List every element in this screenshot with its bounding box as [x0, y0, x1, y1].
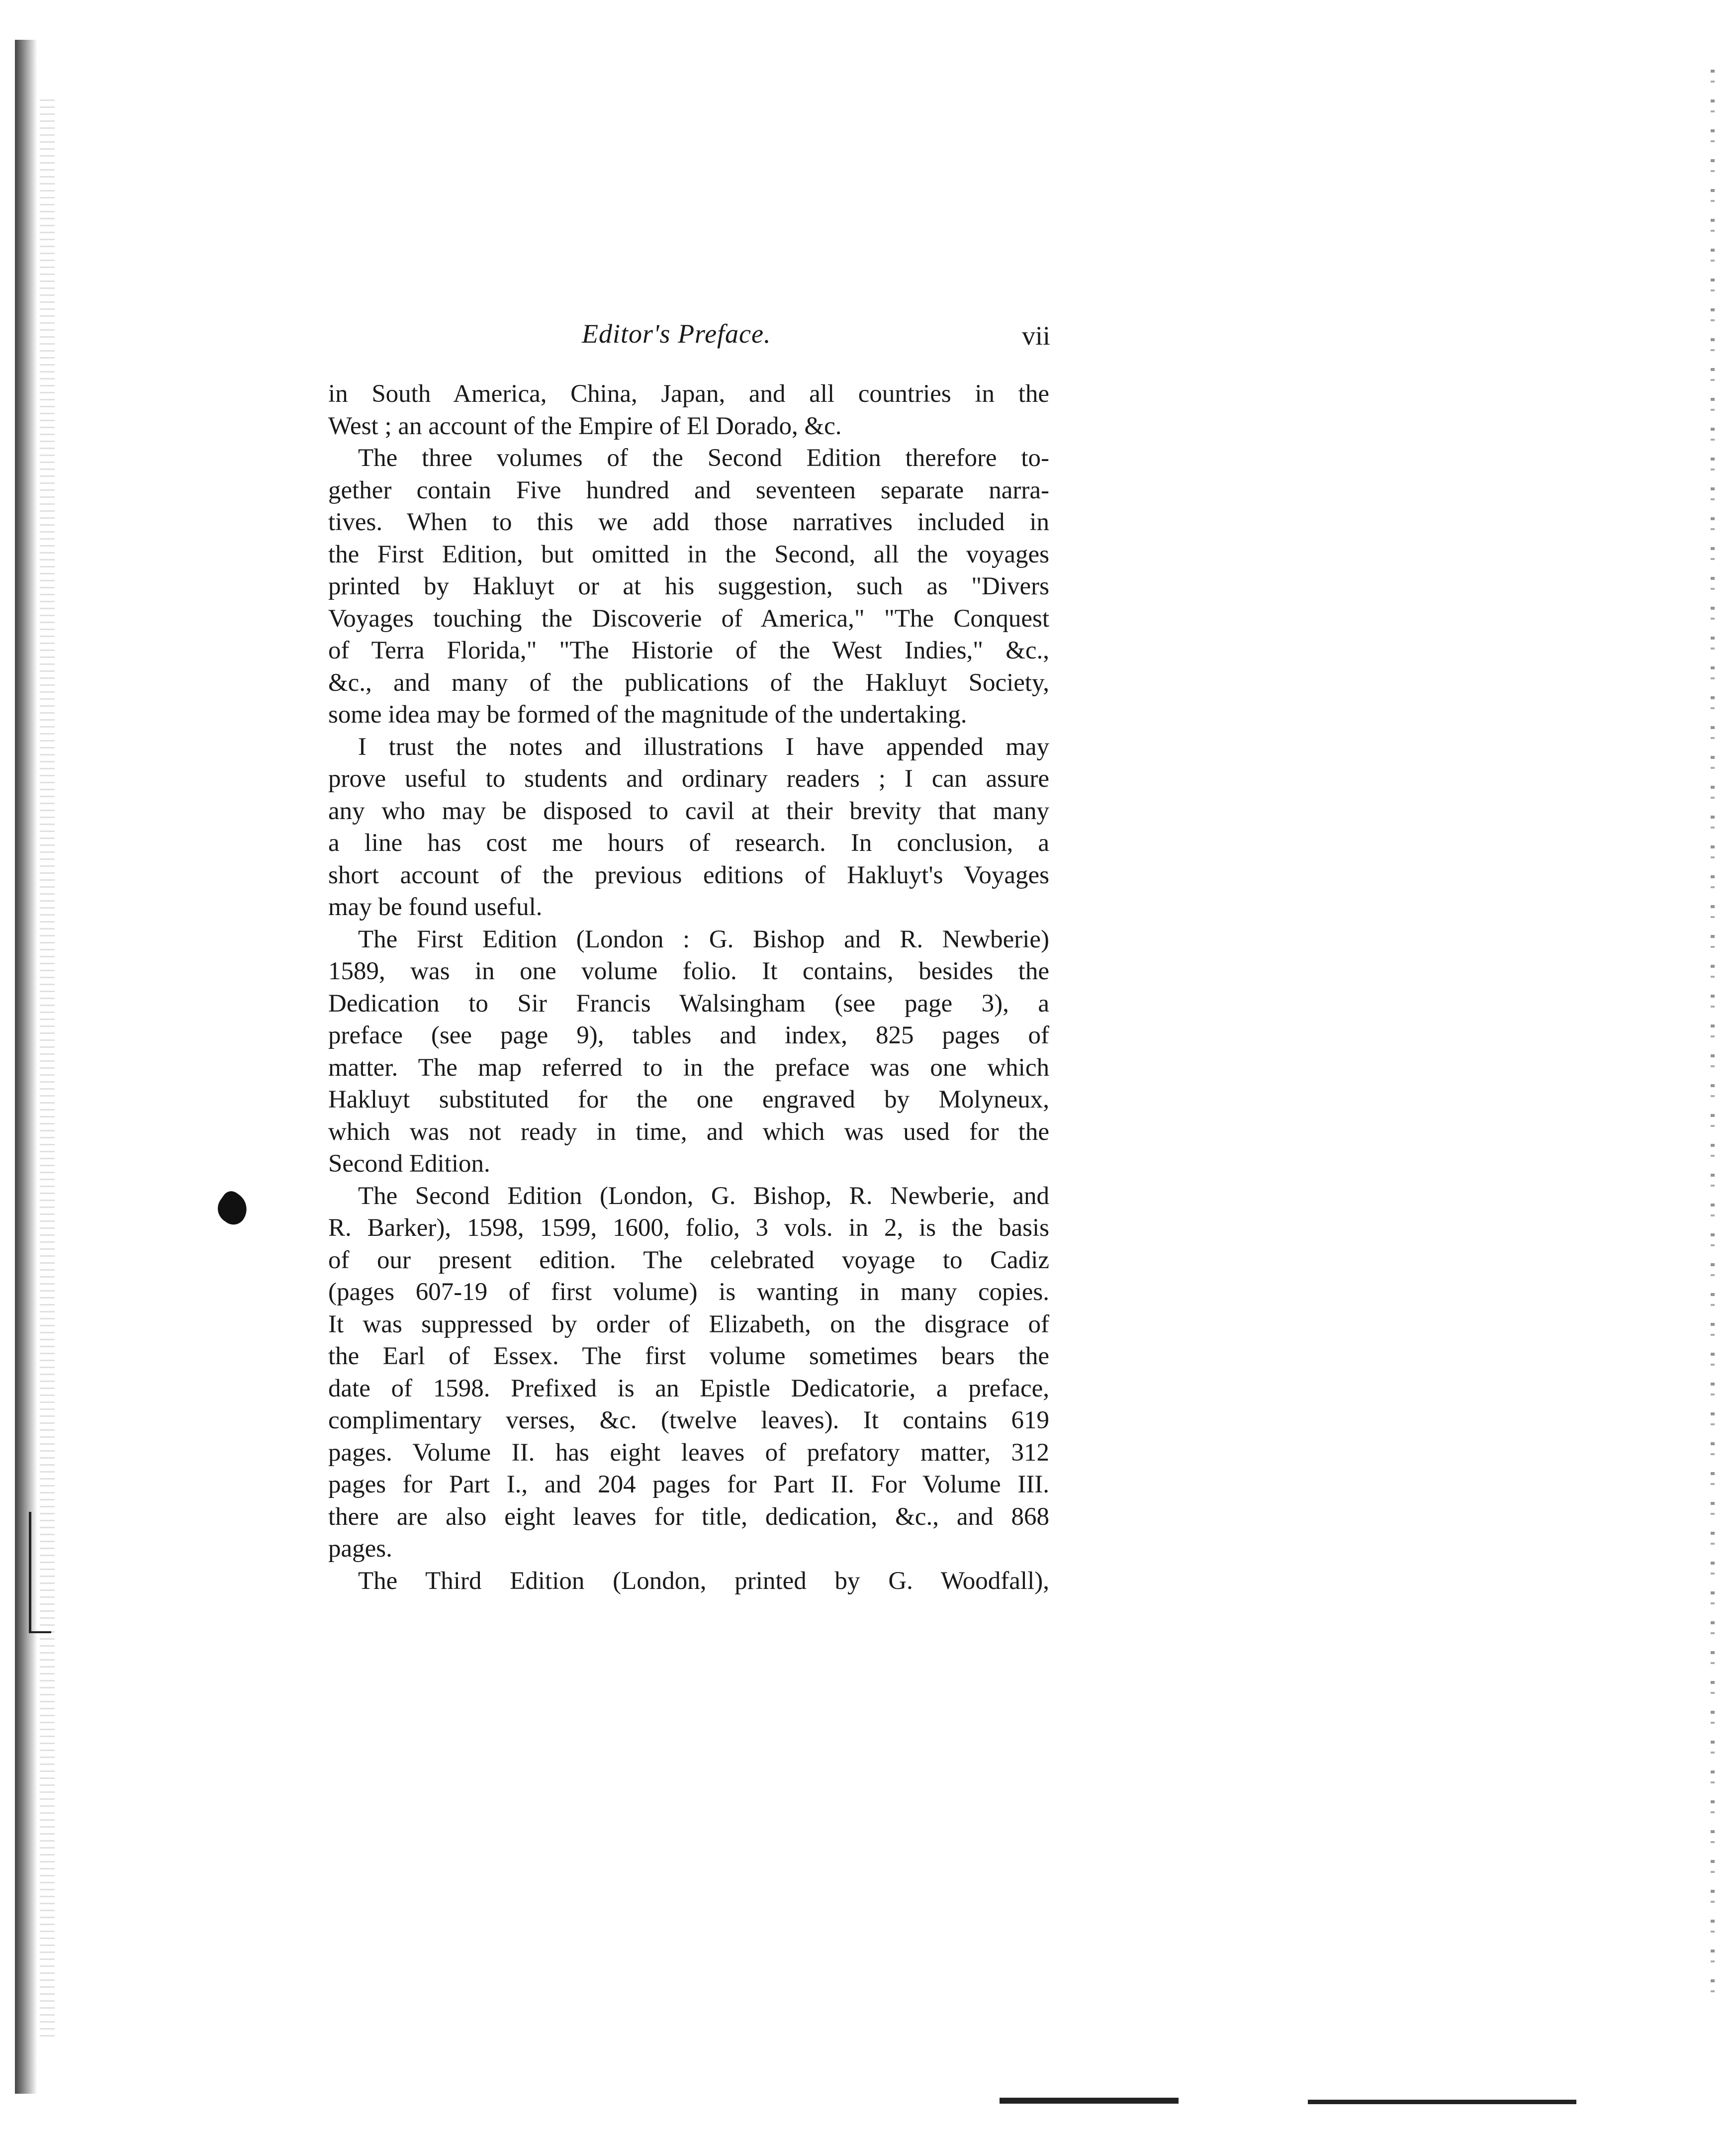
text-line: matter. The map referred to in the preface was one which [328, 1053, 1049, 1082]
text-line: The three volumes of the Second Edition therefore to- [358, 444, 1049, 472]
bottom-rule-left [1000, 2098, 1179, 2104]
text-line: of our present edition. The celebrated voyage to Cadiz [328, 1246, 1049, 1274]
text-line: the Earl of Essex. The first volume sometimes bears the [328, 1342, 1049, 1370]
text-line: complimentary verses, &c. (twelve leaves). It contains 619 [328, 1406, 1049, 1434]
text-line: a line has cost me hours of research. In conclusion, a [328, 829, 1049, 857]
body-text [328, 378, 1049, 1597]
text-line: the First Edition, but omitted in the Second, all the voyages [328, 540, 1049, 568]
text-line: preface (see page 9), tables and index, 825 pages of [328, 1022, 1049, 1049]
text-line: tives. When to this we add those narratives included in [328, 508, 1049, 536]
text-line: Dedication to Sir Francis Walsingham (see page 3), a [328, 989, 1049, 1018]
text-line: The Third Edition (London, printed by G. Woodfall), [358, 1567, 1049, 1595]
binding-shadow [15, 40, 37, 2094]
text-line: The Second Edition (London, G. Bishop, R. Newberie, and [358, 1182, 1049, 1210]
running-title: Editor's Preface. [582, 319, 771, 349]
text-line: 1589, was in one volume folio. It contains, besides the [328, 957, 1049, 985]
text-line: printed by Hakluyt or at his suggestion, such as "Divers [328, 572, 1049, 600]
text-line: pages for Part I., and 204 pages for Part II. For Volume III. [328, 1471, 1049, 1498]
text-line: any who may be disposed to cavil at their brevity that many [328, 797, 1049, 825]
text-line: pages. Volume II. has eight leaves of prefatory matter, 312 [328, 1438, 1049, 1467]
text-line: date of 1598. Prefixed is an Epistle Dedicatorie, a preface, [328, 1374, 1049, 1402]
text-line: Second Edition. [328, 1150, 490, 1178]
page-number: vii [1022, 321, 1051, 351]
text-line: The First Edition (London : G. Bishop and R. Newberie) [358, 925, 1049, 953]
bottom-rule-right [1308, 2100, 1576, 2104]
text-line: of Terra Florida," "The Historie of the West Indies," &c., [328, 637, 1049, 664]
text-line: short account of the previous editions of Hakluyt's Voyages [328, 861, 1049, 889]
ink-blot [212, 1188, 254, 1229]
text-line: R. Barker), 1598, 1599, 1600, folio, 3 vols. in 2, is the basis [328, 1214, 1049, 1242]
text-line: I trust the notes and illustrations I have appended may [358, 733, 1049, 761]
text-line: Hakluyt substituted for the one engraved by Molyneux, [328, 1086, 1049, 1114]
binding-speckle [40, 99, 55, 2039]
text-line: Voyages touching the Discoverie of America," "The Conquest [328, 604, 1049, 633]
right-edge-artifact [1711, 70, 1715, 2009]
text-line: there are also eight leaves for title, dedication, &c., and 868 [328, 1502, 1049, 1531]
text-line: West ; an account of the Empire of El Dorado, &c. [328, 412, 842, 440]
text-line: which was not ready in time, and which was used for the [328, 1117, 1049, 1146]
text-line: may be found useful. [328, 893, 543, 921]
text-line: pages. [328, 1535, 392, 1563]
text-line: prove useful to students and ordinary readers ; I can assure [328, 765, 1049, 793]
margin-bracket-mark [29, 1512, 51, 1633]
text-line: some idea may be formed of the magnitude of the undertaking. [328, 701, 967, 729]
text-line: in South America, China, Japan, and all countries in the [328, 380, 1049, 408]
text-line: gether contain Five hundred and seventeen separate narra- [328, 476, 1049, 504]
text-line: &c., and many of the publications of the Hakluyt Society, [328, 668, 1049, 697]
text-line: (pages 607-19 of first volume) is wanting in many copies. [328, 1278, 1049, 1306]
text-line: It was suppressed by order of Elizabeth, on the disgrace of [328, 1310, 1049, 1338]
